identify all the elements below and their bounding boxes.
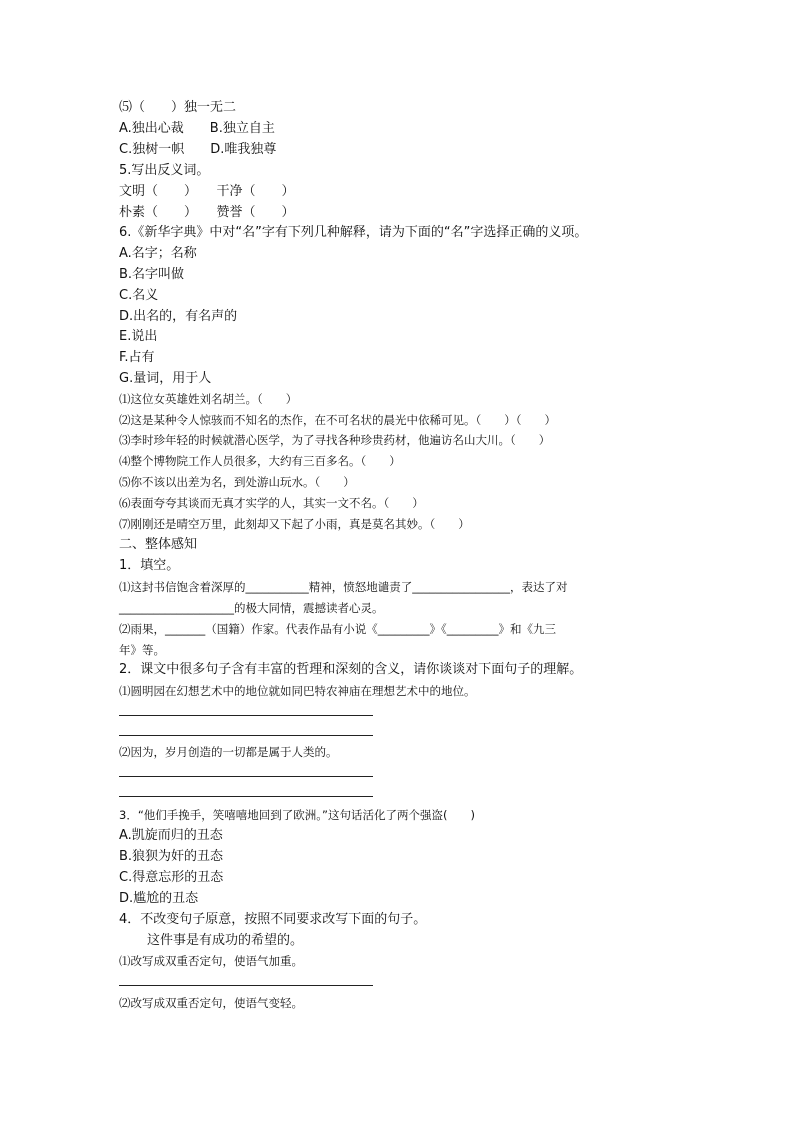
- answer-line[interactable]: [119, 985, 373, 986]
- q5-options-ab: A.独出心裁 B.独立自主: [119, 121, 275, 136]
- antonym-question: 5.写出反义词。: [119, 163, 210, 178]
- sentence-1: ⑴这位女英雄姓刘名胡兰。（ ）: [119, 392, 298, 406]
- rewrite-question: 4．不改变句子原意，按照不同要求改写下面的句子。: [119, 912, 427, 927]
- meaning-option-d: D.出名的，有名声的: [119, 309, 238, 324]
- choice-option-a: A.凯旋而归的丑态: [119, 828, 223, 843]
- meaning-option-f: F.占有: [119, 350, 155, 365]
- fill-blank-2-line-2: 年》等。: [119, 643, 165, 657]
- meaning-option-a: A.名字；名称: [119, 246, 197, 261]
- answer-line[interactable]: [119, 776, 373, 777]
- meaning-option-g: G.量词，用于人: [119, 371, 212, 386]
- meaning-option-c: C.名义: [119, 288, 159, 303]
- answer-line[interactable]: [119, 796, 373, 797]
- q5-sub5-prompt: ⑸（ ）独一无二: [119, 100, 237, 115]
- rewrite-source-sentence: 这件事是有成功的希望的。: [147, 933, 304, 948]
- sentence-5: ⑸你不该以出差为名，到处游山玩水。（ ）: [119, 475, 355, 489]
- fill-blank-2-line-1: ⑵雨果，_______（国籍）作家。代表作品有小说《_________》《_________》和《九三: [119, 622, 556, 636]
- sentence-3: ⑶李时珍年轻的时候就潜心医学，为了寻找各种珍贵药材，他遍访名山大川。（ ）: [119, 433, 551, 447]
- section-heading: 二、整体感知: [119, 537, 198, 552]
- understanding-sentence-2: ⑵因为，岁月创造的一切都是属于人类的。: [119, 745, 338, 759]
- sentence-2: ⑵这是某种令人惊骇而不知名的杰作，在不可名状的晨光中依稀可见。（ ）（ ）: [119, 413, 556, 427]
- q5-options-cd: C.独树一帜 D.唯我独尊: [119, 142, 277, 157]
- understanding-sentence-1: ⑴圆明园在幻想艺术中的地位就如同巴特农神庙在理想艺术中的地位。: [119, 684, 476, 698]
- antonym-row-1: 文明（ ） 干净（ ）: [119, 184, 295, 199]
- meaning-option-e: E.说出: [119, 329, 158, 344]
- choice-option-b: B.狼狈为奸的丑态: [119, 849, 224, 864]
- sentence-7: ⑺刚刚还是晴空万里，此刻却又下起了小雨，真是莫名其妙。（ ）: [119, 517, 470, 531]
- antonym-row-2: 朴素（ ） 赞誉（ ）: [119, 205, 295, 220]
- rewrite-task-2: ⑵改写成双重否定句，使语气变轻。: [119, 996, 303, 1010]
- fill-blank-1-line-1: ⑴这封书信饱含着深厚的___________精神，愤怒地谴责了_________________，表达了对: [119, 580, 568, 594]
- choice-option-d: D.尴尬的丑态: [119, 891, 199, 906]
- meaning-option-b: B.名字叫做: [119, 267, 185, 282]
- dictionary-question: 6.《新华字典》中对“名”字有下列几种解释，请为下面的“名”字选择正确的义项。: [119, 225, 588, 240]
- choice-option-c: C.得意忘形的丑态: [119, 870, 224, 885]
- fill-blank-question: 1．填空。: [119, 558, 180, 573]
- fill-blank-1-line-2: ____________________的极大同情，震撼读者心灵。: [119, 601, 384, 615]
- answer-line[interactable]: [119, 735, 373, 736]
- sentence-6: ⑹表面夸夸其谈而无真才实学的人，其实一文不名。（ ）: [119, 496, 424, 510]
- choice-question: 3．“他们手挽手，笑嘻嘻地回到了欧洲。”这句话活化了两个强盗( ): [119, 808, 475, 822]
- sentence-4: ⑷整个博物院工作人员很多，大约有三百多名。（ ）: [119, 454, 401, 468]
- rewrite-task-1: ⑴改写成双重否定句，使语气加重。: [119, 954, 303, 968]
- understanding-question: 2．课文中很多句子含有丰富的哲理和深刻的含义，请你谈谈对下面句子的理解。: [119, 662, 583, 677]
- answer-line[interactable]: [119, 715, 373, 716]
